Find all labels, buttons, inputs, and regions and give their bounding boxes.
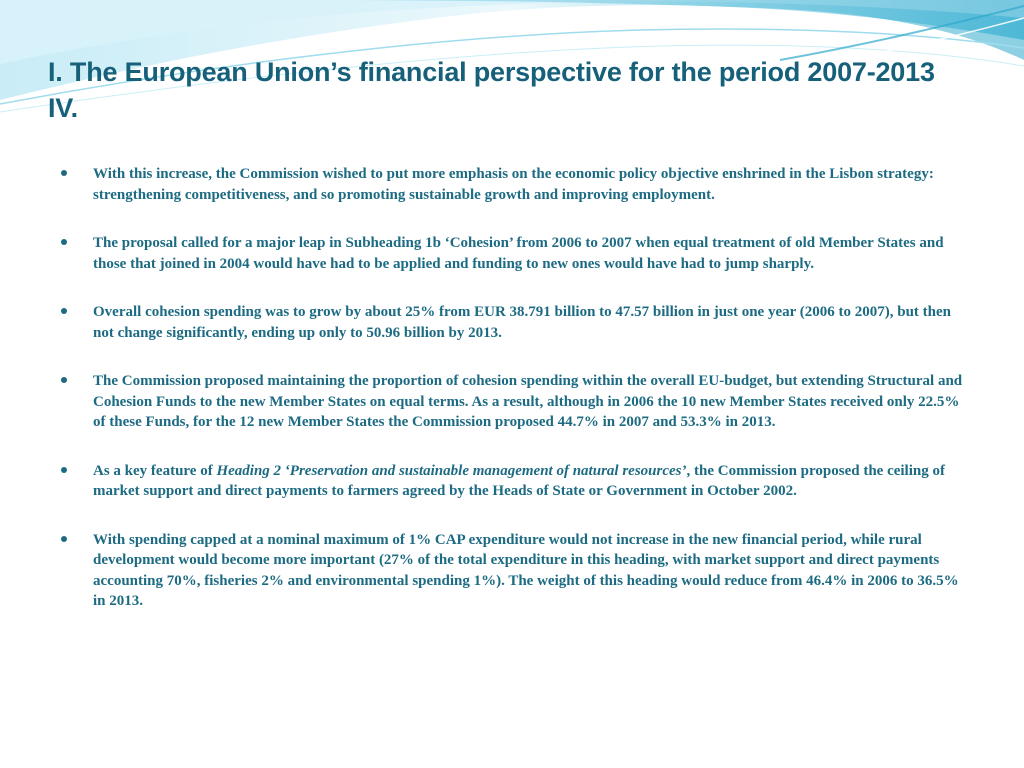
bullet-item: [60, 461, 965, 502]
slide-title: I. The European Union’s financial perspective for the period 2007-2013 IV.: [48, 57, 935, 123]
bullet-list: [60, 164, 965, 640]
bullet-item: With this increase, the Commission wished to put more emphasis on the economic policy objective enshrined in the Lisbon strategy: strengthening competitiveness, and so promoting sustainable growth and improving employment.: [60, 164, 965, 205]
bullet-item: With spending capped at a nominal maximum of 1% CAP expenditure would not increase in the new financial period, while rural development would become more important (27% of the total expenditure in this heading, with market support and direct payments accounting 70%, fisheries 2% and environmental spending 1%). The weight of this heading would reduce from 46.4% in 2006 to 36.5% in 2013.: [60, 530, 965, 612]
bullet-text-tail: , the Commission proposed the ceiling of market support and direct payments to farmers agreed by the Heads of State or Government in October 2002.: [93, 462, 945, 499]
bullet-item: The Commission proposed maintaining the proportion of cohesion spending within the overall EU-budget, but extending Structural and Cohesion Funds to the new Member States on equal terms. As a result, although in 2006 the 10 new Member States received only 22.5% of these Funds, for the 12 new Member States the Commission proposed 44.7% in 2007 and 53.3% in 2013.: [60, 371, 965, 433]
bullet-text-emphasis: Heading 2 ‘Preservation and sustainable management of natural resources’: [216, 462, 687, 479]
bullet-item: The proposal called for a major leap in Subheading 1b ‘Cohesion’ from 2006 to 2007 when equal treatment of old Member States and those that joined in 2004 would have had to be applied and funding to new ones would have had to jump sharply.: [60, 233, 965, 274]
bullet-item: Overall cohesion spending was to grow by about 25% from EUR 38.791 billion to 47.57 billion in just one year (2006 to 2007), but then not change significantly, ending up only to 50.96 billion by 2013.: [60, 302, 965, 343]
bullet-text-lead: As a key feature of: [93, 462, 217, 479]
